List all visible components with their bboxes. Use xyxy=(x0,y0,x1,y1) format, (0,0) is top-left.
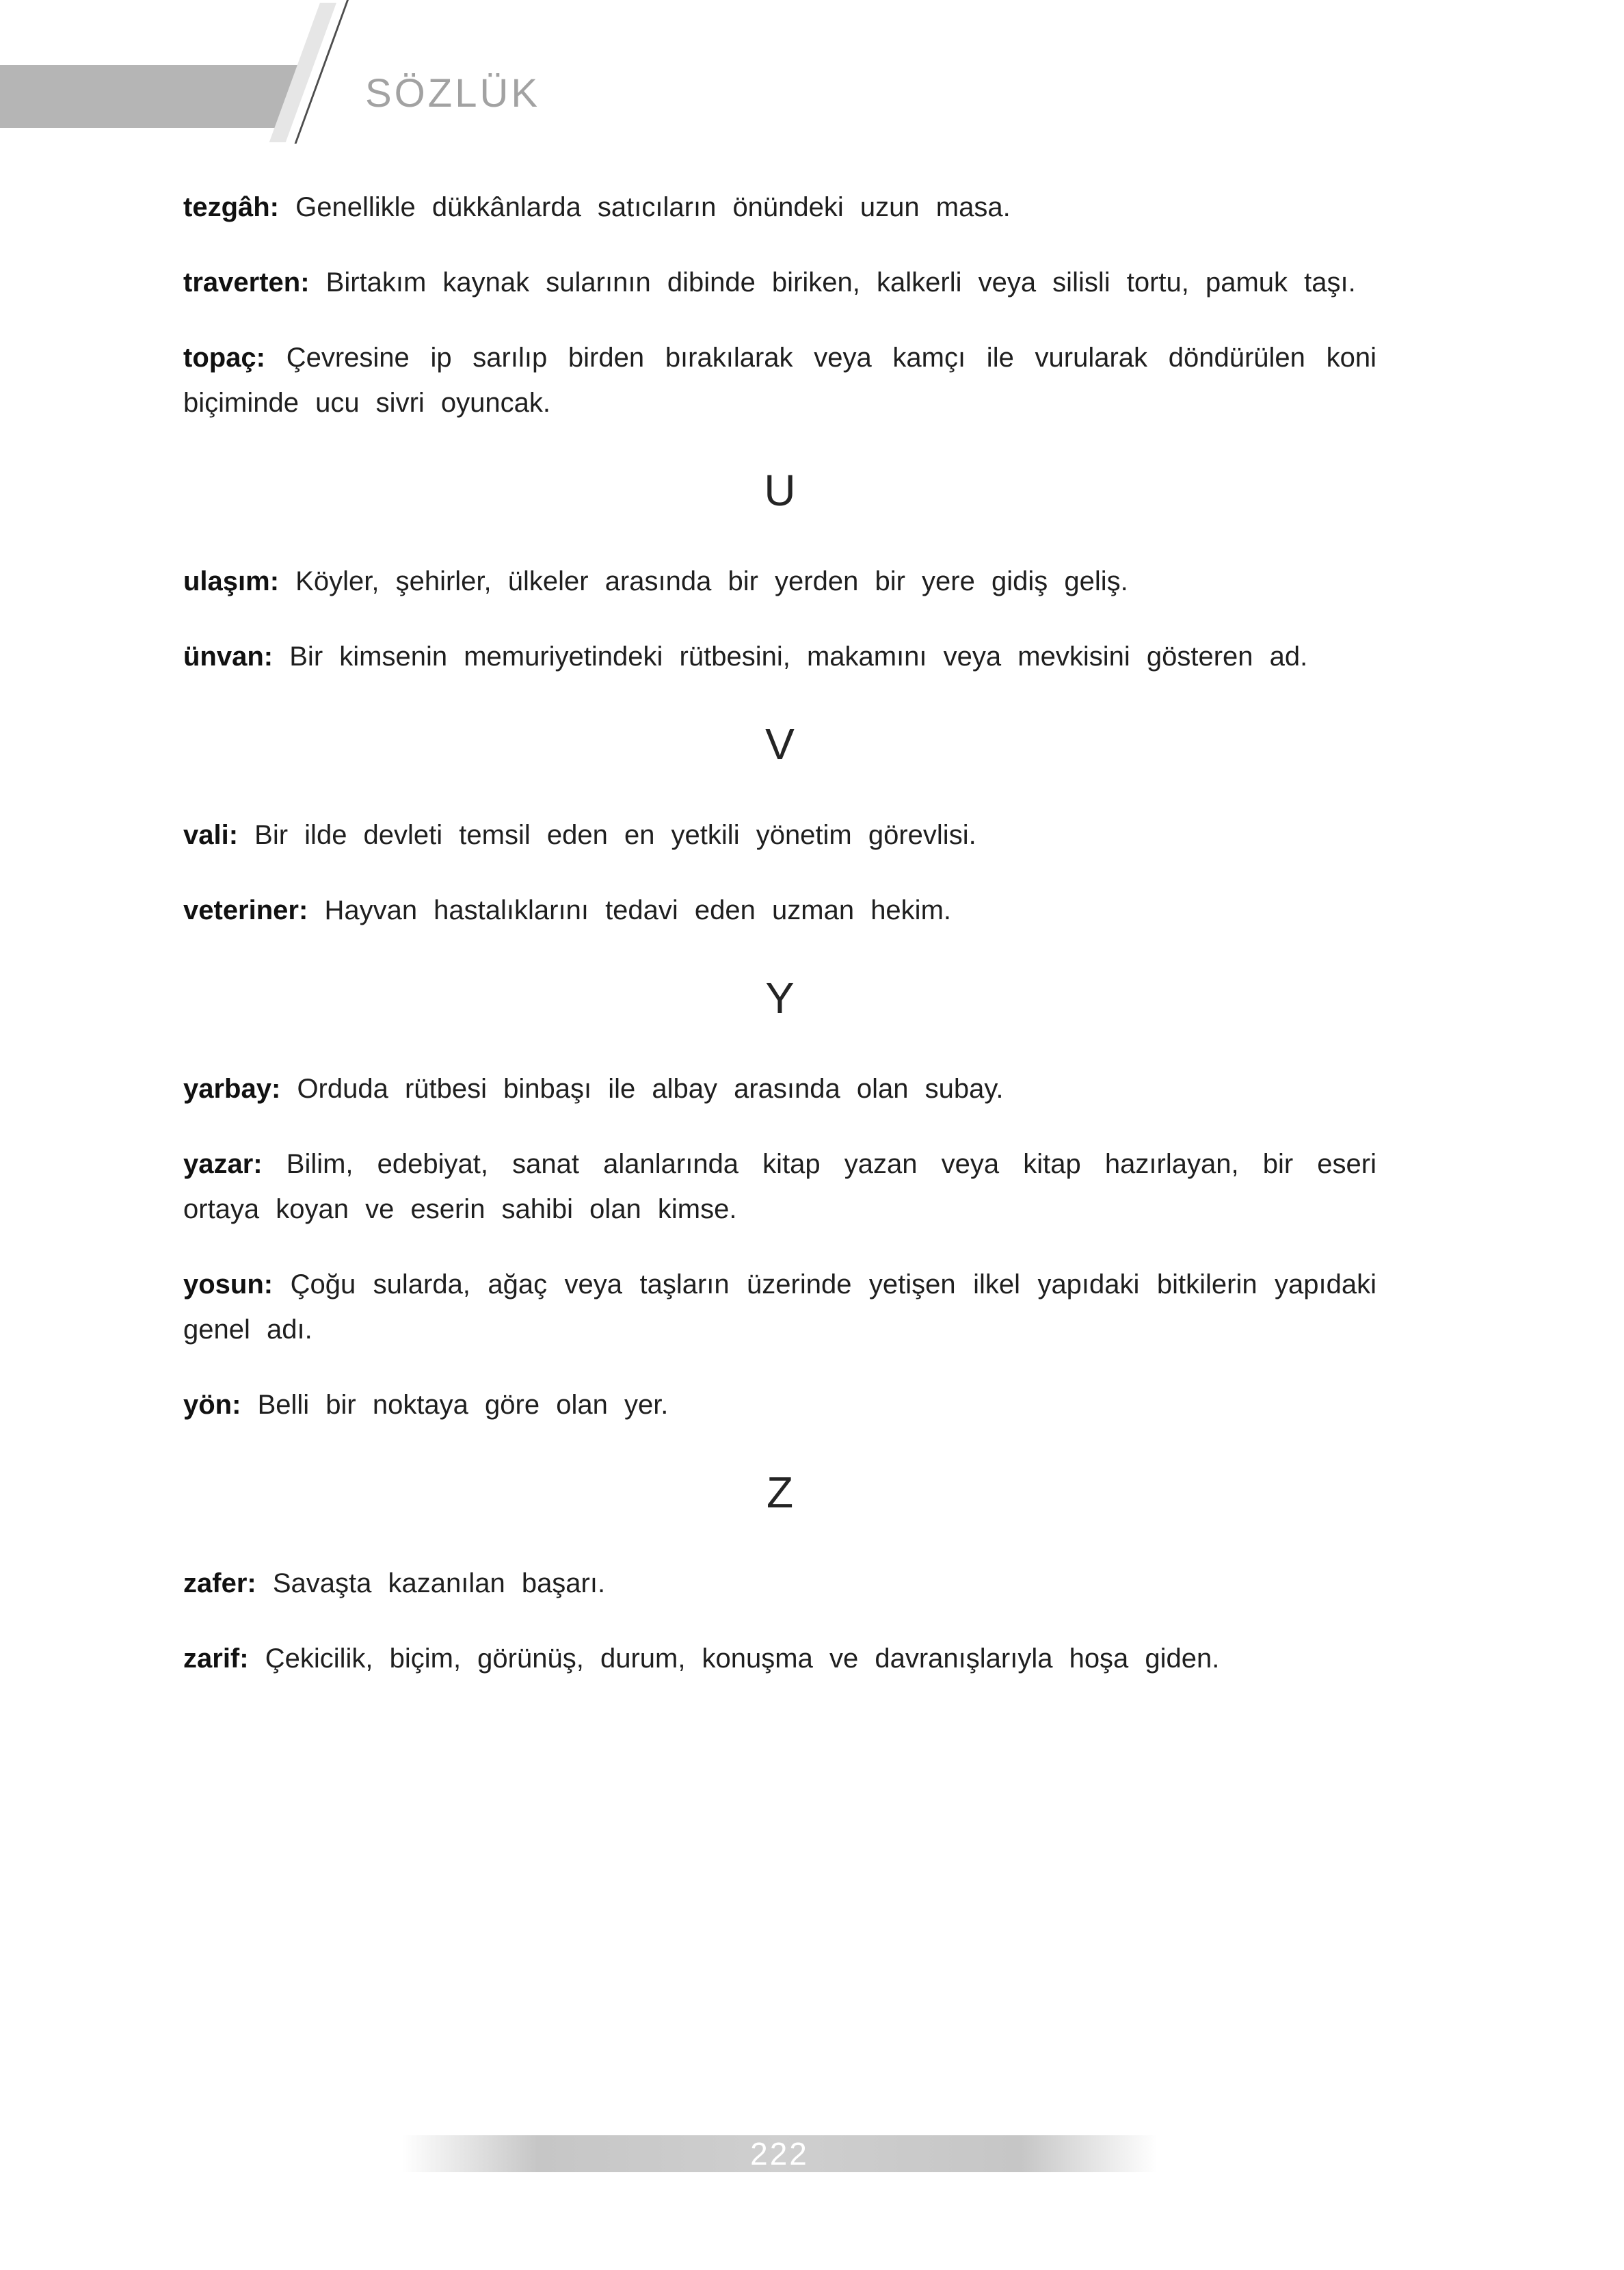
entry-definition: Genellikle dükkânlarda satıcıların önündeki uzun masa. xyxy=(295,192,1011,222)
entry-term: yazar: xyxy=(183,1149,263,1179)
entry-definition: Orduda rütbesi binbaşı ile albay arasında olan subay. xyxy=(297,1074,1004,1104)
entry-yosun xyxy=(183,1262,1376,1352)
page-title: SÖZLÜK xyxy=(365,71,541,116)
section-letter-y: Y xyxy=(765,973,795,1022)
entry-definition: Çekicilik, biçim, görünüş, durum, konuşma ve davranışlarıyla hoşa giden. xyxy=(265,1644,1220,1674)
entry-term: zafer: xyxy=(183,1568,256,1598)
entry-definition: Hayvan hastalıklarını tedavi eden uzman hekim. xyxy=(324,895,951,925)
entry-term: veteriner: xyxy=(183,895,308,925)
page-number: 222 xyxy=(750,2136,809,2172)
entry-definition: Bilim, edebiyat, sanat alanlarında kitap yazan veya kitap hazırlayan, bir eseri ortaya koyan ve eserin sahibi olan kimse. xyxy=(183,1149,1376,1224)
entry-zarif xyxy=(183,1636,1376,1681)
entry-term: tezgâh: xyxy=(183,192,279,222)
page-number-bar xyxy=(402,2135,1157,2172)
entry-yazar xyxy=(183,1141,1376,1232)
entry-tezgah xyxy=(183,185,1376,230)
entry-definition: Belli bir noktaya göre olan yer. xyxy=(257,1390,669,1420)
entry-yon xyxy=(183,1382,1376,1427)
entry-term: vali: xyxy=(183,820,239,850)
header-bar xyxy=(0,65,306,128)
entry-term: yarbay: xyxy=(183,1074,281,1104)
section-letter-v: V xyxy=(765,720,795,769)
entry-topac xyxy=(183,335,1376,425)
entry-vali xyxy=(183,813,1376,858)
entry-term: ünvan: xyxy=(183,642,274,672)
entry-traverten xyxy=(183,260,1376,305)
entry-definition: Birtakım kaynak sularının dibinde biriken, kalkerli veya silisli tortu, pamuk taşı. xyxy=(325,267,1356,298)
entry-zafer xyxy=(183,1561,1376,1606)
entry-definition: Köyler, şehirler, ülkeler arasında bir yerden bir yere gidiş geliş. xyxy=(295,566,1128,596)
entry-definition: Bir kimsenin memuriyetindeki rütbesini, makamını veya mevkisini gösteren ad. xyxy=(289,642,1308,672)
entry-yarbay xyxy=(183,1066,1376,1111)
glossary-content xyxy=(183,185,1376,1711)
entry-term: yön: xyxy=(183,1390,241,1420)
entry-unvan xyxy=(183,634,1376,679)
entry-term: traverten: xyxy=(183,267,310,298)
entry-definition: Bir ilde devleti temsil eden en yetkili yönetim görevlisi. xyxy=(254,820,976,850)
entry-definition: Çoğu sularda, ağaç veya taşların üzerinde yetişen ilkel yapıdaki bitkilerin yapıdaki genel adı. xyxy=(183,1269,1376,1345)
section-letter-z: Z xyxy=(766,1468,794,1517)
entry-term: ulaşım: xyxy=(183,566,280,596)
entry-ulasim xyxy=(183,559,1376,604)
entry-definition: Savaşta kazanılan başarı. xyxy=(272,1568,606,1598)
entry-term: zarif: xyxy=(183,1644,249,1674)
entry-veteriner xyxy=(183,888,1376,933)
entry-definition: Çevresine ip sarılıp birden bırakılarak veya kamçı ile vurularak döndürülen koni biçiminde ucu sivri oyuncak. xyxy=(183,343,1376,418)
entry-term: yosun: xyxy=(183,1269,274,1299)
entry-term: topaç: xyxy=(183,343,265,373)
section-letter-u: U xyxy=(764,466,796,515)
